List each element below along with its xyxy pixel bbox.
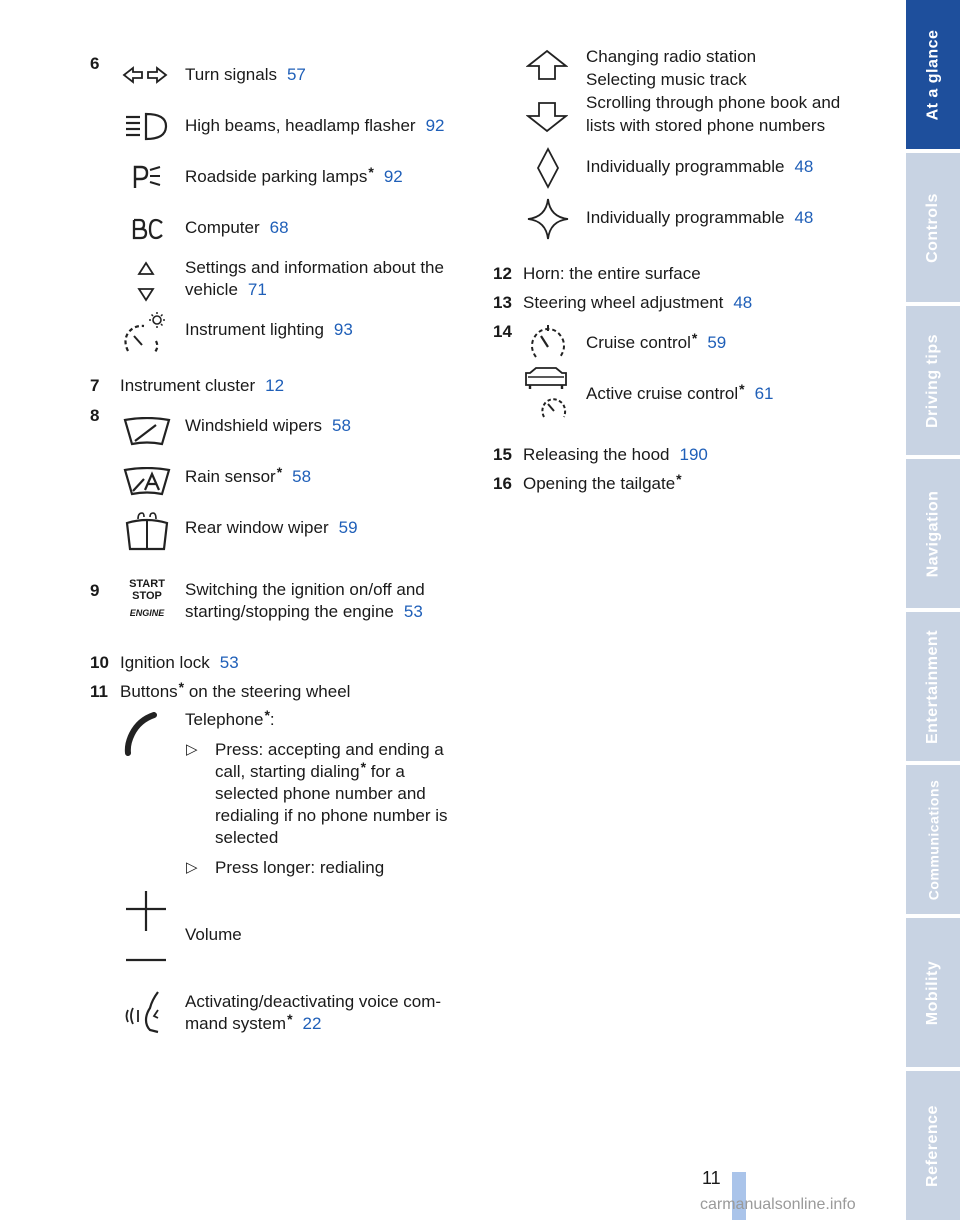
chapter-tab-label: Navigation (924, 490, 942, 577)
chapter-tab-mobility[interactable] (906, 918, 960, 1067)
page-ref-link[interactable]: 58 (332, 416, 351, 435)
entry-label: Active cruise control (586, 384, 739, 403)
entry-label: Cruise control (586, 333, 691, 352)
page-ref-link[interactable]: 48 (733, 293, 753, 312)
page-ref-link[interactable]: 57 (286, 65, 306, 84)
entry-label: Windshield wipers (185, 416, 322, 435)
start-stop-button-icon (126, 578, 168, 619)
description-line-suffix: for a (366, 762, 405, 781)
hood-release-entry (523, 444, 708, 466)
entry-label: Ignition lock (120, 653, 210, 672)
rain-sensor-entry (185, 466, 311, 488)
telephone-press-longer-description: Press longer: redialing (215, 858, 385, 877)
parking-lamps-entry (185, 166, 403, 188)
page-ref-link[interactable]: 12 (265, 376, 285, 395)
optional-equipment-asterisk: * (264, 707, 270, 723)
telephone-press-description (215, 739, 447, 849)
active-cruise-control-entry (586, 383, 774, 405)
entry-label: Opening the tailgate (523, 474, 676, 493)
description-line: redialing if no phone number is (215, 806, 448, 825)
item-number-16: 16 (493, 474, 512, 493)
up-down-buttons-description (586, 45, 840, 137)
optional-equipment-asterisk: * (276, 464, 283, 480)
page-ref-link[interactable]: 58 (292, 467, 312, 486)
horn-entry: Horn: the entire surface (523, 264, 701, 283)
instrument-lighting-entry (185, 319, 353, 341)
entry-label: Instrument lighting (185, 320, 324, 339)
cruise-control-icon (528, 323, 568, 363)
programmable-button-1-entry (586, 156, 813, 178)
chapter-sidebar (906, 0, 960, 1220)
steering-wheel-buttons-entry (120, 681, 350, 703)
page-ref-link[interactable]: 92 (383, 167, 403, 186)
entry-label-line1: Activating/deactivating voice com- (185, 992, 442, 1011)
page-ref-link[interactable]: 190 (679, 445, 708, 464)
start-stop-icon-line: START (129, 578, 165, 590)
chapter-tab-label: Mobility (924, 960, 941, 1025)
voice-command-icon (124, 988, 168, 1036)
chapter-tab-at-a-glance[interactable] (906, 0, 960, 149)
ignition-switch-entry (185, 579, 425, 623)
tailgate-entry (523, 473, 682, 495)
entry-label: Steering wheel adjustment (523, 293, 724, 312)
start-stop-icon-line: ENGINE (129, 608, 165, 618)
optional-equipment-asterisk: * (676, 471, 682, 487)
entry-label: Rain sensor (185, 467, 276, 486)
page-ref-link[interactable]: 53 (219, 653, 239, 672)
item-number-7: 7 (90, 376, 100, 395)
description-line: Scrolling through phone book and (586, 93, 841, 112)
computer-entry (185, 217, 289, 239)
optional-equipment-asterisk: * (739, 381, 745, 397)
rear-window-wiper-entry (185, 517, 358, 539)
wiper-icon (122, 417, 172, 447)
item-number-12: 12 (493, 264, 512, 283)
description-line: Changing radio station (586, 47, 757, 66)
item-number-10: 10 (90, 653, 109, 672)
vehicle-settings-entry (185, 257, 444, 301)
item-number-15: 15 (493, 445, 512, 464)
entry-label: Rear window wiper (185, 518, 329, 537)
description-line: selected (215, 828, 279, 847)
telephone-icon (124, 712, 160, 756)
chapter-tab-communications[interactable] (906, 765, 960, 914)
entry-label: Individually programmable (586, 208, 785, 227)
cruise-control-entry (586, 332, 726, 354)
four-point-star-icon (526, 197, 570, 241)
volume-label: Volume (185, 925, 242, 944)
description-line: selected phone number and (215, 784, 426, 803)
entry-label-line2: vehicle (185, 280, 238, 299)
description-line: Press: accepting and ending a (215, 740, 444, 759)
voice-command-entry (185, 991, 441, 1035)
item-number-6: 6 (90, 54, 100, 73)
entry-label: Buttons (120, 682, 178, 701)
instrument-lighting-icon (122, 311, 170, 355)
optional-equipment-asterisk: * (691, 330, 698, 346)
entry-label: Instrument cluster (120, 376, 256, 395)
telephone-label (185, 709, 275, 731)
entry-label-line1: Switching the ignition on/off and (185, 580, 425, 599)
page-ref-link[interactable]: 48 (794, 157, 814, 176)
high-beams-entry (185, 115, 445, 137)
entry-label-suffix: on the steering wheel (184, 682, 351, 701)
page-number: 11 (702, 1168, 721, 1188)
description-line: lists with stored phone numbers (586, 116, 826, 135)
parking-lamp-icon (132, 164, 162, 190)
page-ref-link[interactable]: 53 (403, 602, 423, 621)
optional-equipment-asterisk: * (287, 1011, 293, 1027)
turn-signals-entry (185, 64, 306, 86)
item-number-8: 8 (90, 406, 100, 425)
chapter-tab-navigation[interactable] (906, 459, 960, 608)
bc-computer-icon (131, 217, 165, 241)
optional-equipment-asterisk: * (178, 679, 185, 695)
entry-label-line1: Settings and information about the (185, 258, 444, 277)
chapter-tab-label: Reference (924, 1104, 941, 1187)
turn-signal-arrows-icon (122, 66, 168, 84)
chapter-tab-label: Communications (925, 779, 942, 900)
entry-label: Telephone (185, 710, 264, 729)
optional-equipment-asterisk: * (360, 759, 367, 775)
chapter-tab-label: Controls (924, 192, 941, 263)
diamond-icon (536, 147, 560, 189)
chapter-tab-reference[interactable] (906, 1071, 960, 1220)
entry-label: Turn signals (185, 65, 277, 84)
description-line: Selecting music track (586, 70, 747, 89)
label-colon: : (269, 710, 275, 729)
page-ref-link[interactable]: 92 (425, 116, 445, 135)
optional-equipment-asterisk: * (368, 164, 374, 180)
minus-icon (124, 955, 168, 965)
item-number-13: 13 (493, 293, 512, 312)
entry-label: Computer (185, 218, 260, 237)
entry-label-line2: starting/stopping the engine (185, 602, 394, 621)
bullet-marker: ▷ (186, 859, 198, 876)
description-line: call, starting dialing (215, 762, 360, 781)
page-ref-link[interactable]: 59 (338, 518, 358, 537)
item-number-9: 9 (90, 581, 100, 600)
entry-label: Individually programmable (586, 157, 785, 176)
chapter-tab-driving-tips[interactable] (906, 306, 960, 455)
arrow-down-icon (526, 101, 568, 133)
start-stop-icon-line: STOP (132, 590, 162, 602)
item-number-11: 11 (90, 682, 108, 701)
chapter-tab-controls[interactable] (906, 153, 960, 302)
windshield-wipers-entry (185, 415, 351, 437)
chapter-tab-entertainment[interactable] (906, 612, 960, 761)
chapter-tab-label: Driving tips (924, 333, 942, 428)
page-ref-link[interactable]: 22 (302, 1014, 322, 1033)
programmable-button-2-entry (586, 207, 813, 229)
rear-wiper-icon (124, 511, 170, 553)
plus-icon (124, 889, 168, 933)
active-cruise-control-icon (524, 367, 572, 419)
rain-sensor-icon (122, 467, 172, 497)
chapter-tab-label: Entertainment (924, 629, 942, 744)
page-ref-link[interactable]: 68 (269, 218, 289, 237)
bullet-marker: ▷ (186, 741, 198, 758)
ignition-lock-entry (120, 652, 239, 674)
page-ref-link[interactable]: 93 (333, 320, 353, 339)
watermark: carmanualsonline.info (700, 1196, 856, 1213)
entry-label: Releasing the hood (523, 445, 670, 464)
up-down-triangles-icon (136, 260, 156, 304)
page-ref-link[interactable]: 71 (247, 280, 267, 299)
steering-adjustment-entry (523, 292, 752, 314)
instrument-cluster-entry (120, 375, 284, 397)
chapter-tab-label: At a glance (924, 29, 942, 120)
page-ref-link[interactable]: 48 (794, 208, 814, 227)
page-ref-link[interactable]: 61 (754, 384, 774, 403)
high-beam-icon (124, 112, 168, 142)
entry-label: High beams, headlamp flasher (185, 116, 416, 135)
entry-label-line2: mand system (185, 1014, 287, 1033)
page-ref-link[interactable]: 59 (707, 333, 727, 352)
item-number-14: 14 (493, 322, 512, 341)
arrow-up-icon (526, 49, 568, 81)
entry-label: Roadside parking lamps (185, 167, 368, 186)
